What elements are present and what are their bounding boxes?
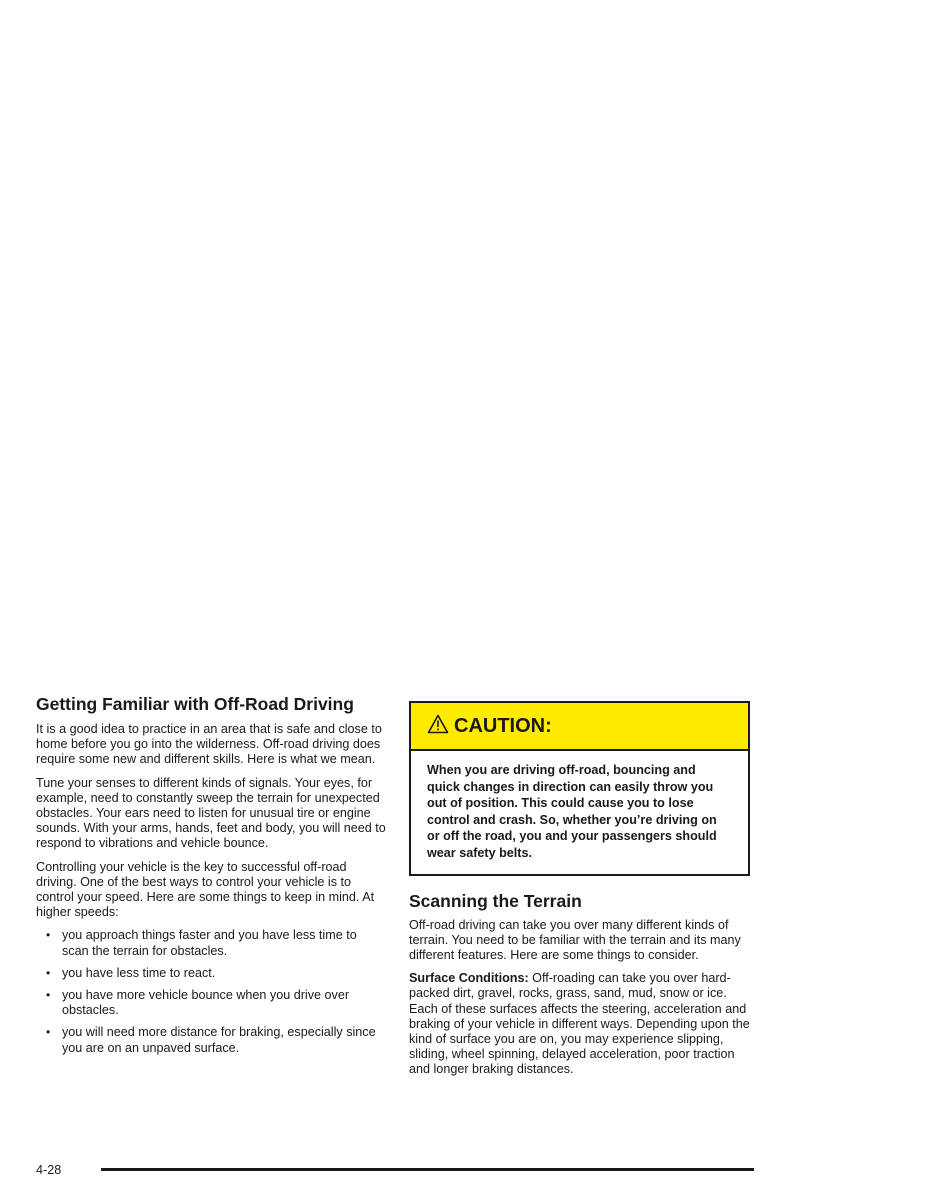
- paragraph-surface-conditions: [409, 971, 754, 1077]
- page-number: 4-28: [36, 1163, 62, 1177]
- caution-header: [411, 703, 748, 751]
- section-heading-off-road: Getting Familiar with Off-Road Driving: [36, 694, 354, 714]
- right-column: [409, 701, 754, 1086]
- list-item: • you have less time to react.: [46, 965, 216, 980]
- surface-conditions-label: Surface Conditions:: [409, 971, 529, 986]
- bullet-icon: •: [46, 928, 51, 943]
- caution-box: [409, 701, 750, 876]
- caution-body: When you are driving off-road, bouncing and quick changes in direction can easily throw you out of position. This could cause you to lose control and crash. So, whether you’re driving on or off the road, you and your passengers should wear safety belts.: [427, 763, 717, 860]
- warning-triangle-icon: [427, 714, 449, 739]
- caution-title: CAUTION:: [454, 714, 552, 737]
- paragraph-speed: Controlling your vehicle is the key to successful off-road driving. One of the best ways to control your vehicle is to control your speed. Here are some things to keep in mind. At higher speeds:: [36, 859, 375, 920]
- bullet-icon: •: [46, 988, 51, 1003]
- paragraph-intro: It is a good idea to practice in an area that is safe and close to home before you go into the wilderness. Off-road driving does require some new and different skills. Here is what we mean.: [36, 722, 382, 767]
- section-heading-scanning: Scanning the Terrain: [409, 890, 582, 911]
- paragraph-terrain: Off-road driving can take you over many different kinds of terrain. You need to be familiar with the terrain and its many different features. Here are some things to consider.: [409, 917, 741, 962]
- left-column: [36, 694, 386, 1063]
- speed-bullet-list: [36, 928, 386, 1055]
- list-item: • you will need more distance for braking, especially since you are on an unpaved surface.: [46, 1025, 376, 1055]
- bullet-icon: •: [46, 1025, 51, 1040]
- list-item: • you approach things faster and you have less time to scan the terrain for obstacles.: [46, 928, 357, 958]
- footer-rule: [101, 1168, 754, 1171]
- bullet-icon: •: [46, 965, 51, 980]
- paragraph-senses: Tune your senses to different kinds of signals. Your eyes, for example, need to constantly sweep the terrain for unexpected obstacles. Your ears need to listen for unusual tire or engine sounds. With your arms, hands, feet and body, you will need to respond to vibrations and vehicle bounce.: [36, 775, 386, 851]
- surface-conditions-text: Off-roading can take you over hard-packed dirt, gravel, rocks, grass, sand, mud, snow or ice. Each of these surfaces affects the steering, acceleration and braking of your vehicle in different ways. Depending upon the kind of surface you are on, you may experience slipping, sliding, wheel spinning, delayed acceleration, poor traction and longer braking distances.: [409, 971, 750, 1077]
- list-item: • you have more vehicle bounce when you drive over obstacles.: [46, 988, 350, 1018]
